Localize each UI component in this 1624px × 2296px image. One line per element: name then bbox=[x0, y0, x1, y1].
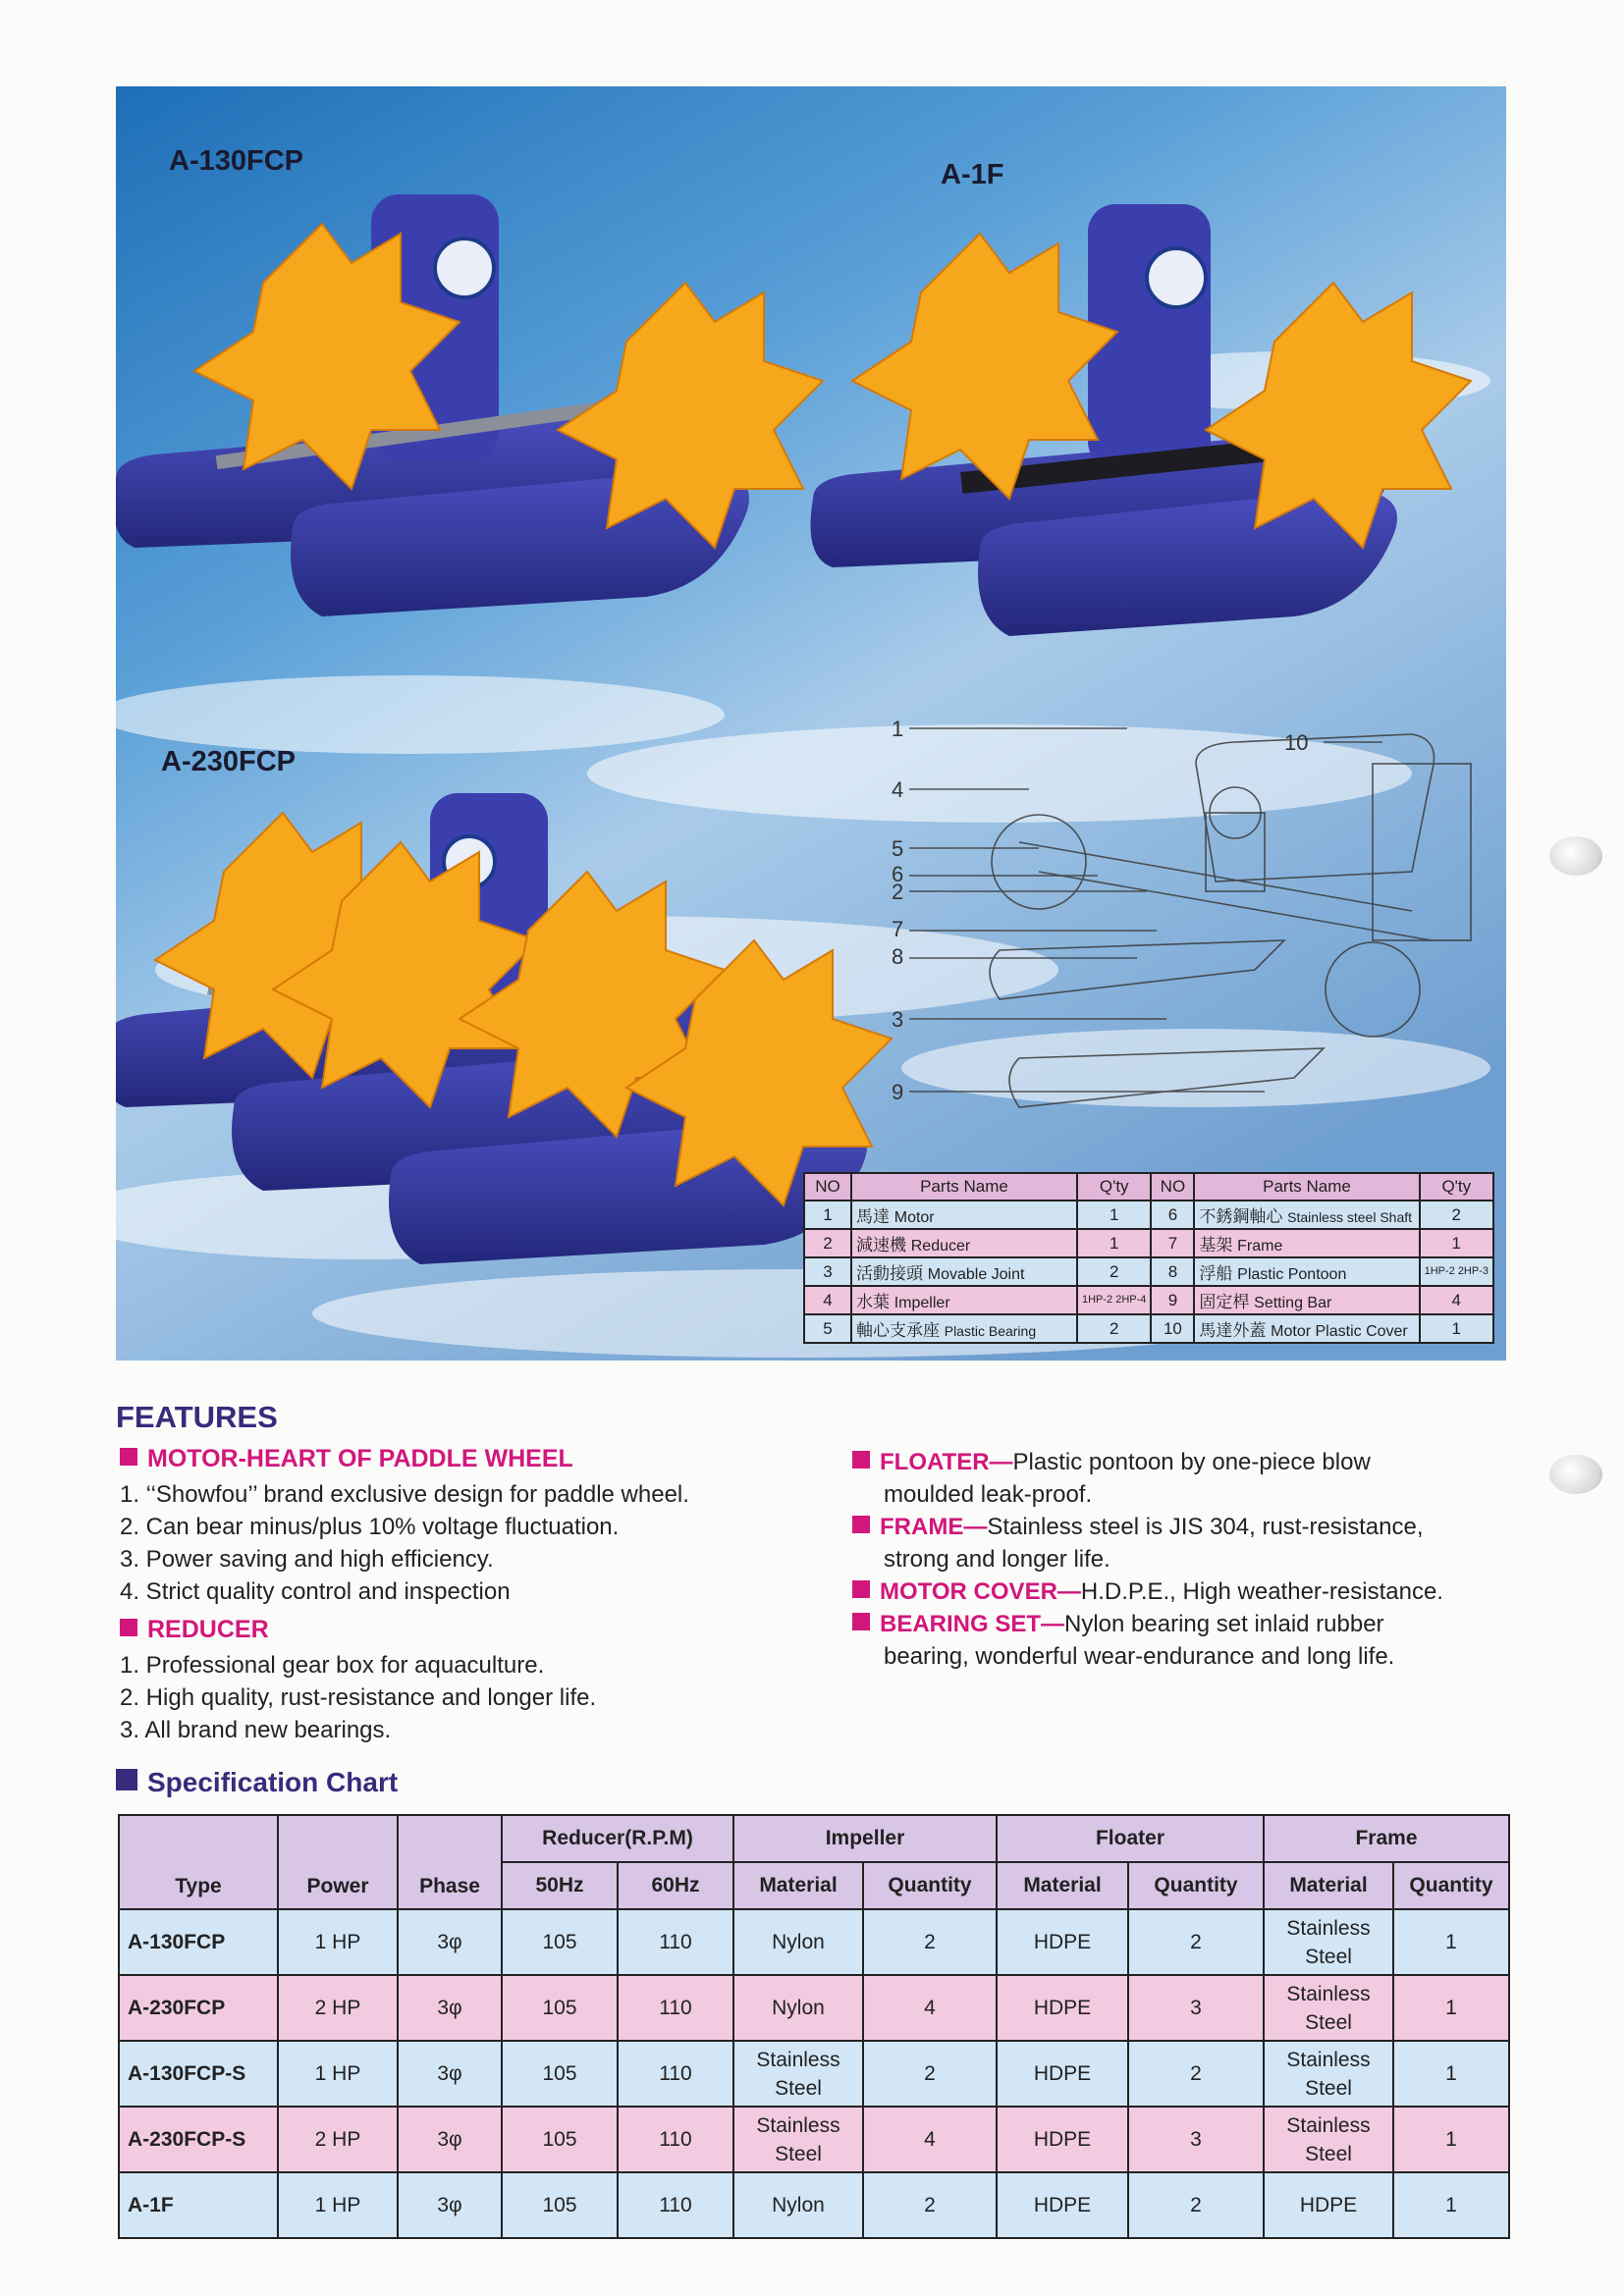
spec-impeller-quantity: 4 bbox=[863, 1975, 997, 2041]
spec-60hz: 110 bbox=[618, 1909, 733, 1975]
spec-subheader: Quantity bbox=[1393, 1862, 1509, 1909]
parts-header: Parts Name bbox=[1194, 1173, 1419, 1201]
cover-feature: MOTOR COVER—H.D.P.E., High weather-resistance. bbox=[852, 1575, 1443, 1608]
spec-header-row bbox=[119, 1815, 1509, 1862]
spec-frame-quantity: 1 bbox=[1393, 2172, 1509, 2238]
spec-power: 1 HP bbox=[278, 1909, 398, 1975]
spec-table bbox=[118, 1814, 1510, 2239]
spec-floater-material: HDPE bbox=[997, 2107, 1128, 2172]
product-photo bbox=[116, 86, 1506, 1361]
spec-impeller-material: Nylon bbox=[733, 2172, 863, 2238]
spec-50hz: 105 bbox=[502, 2041, 618, 2107]
bullet-square-icon bbox=[852, 1613, 870, 1630]
parts-row bbox=[804, 1286, 1493, 1314]
spec-floater-material: HDPE bbox=[997, 2041, 1128, 2107]
bullet-square-icon bbox=[116, 1769, 137, 1790]
binder-hole bbox=[1549, 1455, 1602, 1494]
floater-feature-cont: moulded leak-proof. bbox=[884, 1481, 1093, 1508]
callout-8: 8 bbox=[892, 944, 904, 969]
spec-subheader: 50Hz bbox=[502, 1862, 618, 1909]
spec-frame-quantity: 1 bbox=[1393, 1975, 1509, 2041]
spec-frame-material: Stainless Steel bbox=[1264, 2107, 1393, 2172]
bullet-square-icon bbox=[852, 1451, 870, 1468]
part-name: 馬達 Motor bbox=[851, 1201, 1077, 1229]
part-no: 7 bbox=[1151, 1229, 1194, 1257]
spec-header-type: Type bbox=[119, 1815, 278, 1909]
spec-type: A-230FCP-S bbox=[119, 2107, 278, 2172]
spec-power: 2 HP bbox=[278, 2107, 398, 2172]
part-no: 10 bbox=[1151, 1314, 1194, 1343]
reducer-item: 3. All brand new bearings. bbox=[120, 1717, 392, 1743]
part-qty: 4 bbox=[1420, 1286, 1493, 1314]
spec-floater-material: HDPE bbox=[997, 2172, 1128, 2238]
callout-4: 4 bbox=[892, 777, 904, 802]
part-name: 水葉 Impeller bbox=[851, 1286, 1077, 1314]
callout-5: 5 bbox=[892, 836, 904, 861]
parts-header-row bbox=[804, 1173, 1493, 1201]
spec-header-floater: Floater bbox=[997, 1815, 1264, 1862]
part-name: 浮船 Plastic Pontoon bbox=[1194, 1257, 1419, 1286]
callout-7: 7 bbox=[892, 917, 904, 941]
part-qty: 2 bbox=[1077, 1314, 1151, 1343]
part-qty: 1HP-2 2HP-3 bbox=[1420, 1257, 1493, 1286]
photo-illustration bbox=[116, 86, 1506, 1361]
spec-power: 2 HP bbox=[278, 1975, 398, 2041]
spec-header-phase: Phase bbox=[398, 1815, 502, 1909]
callout-9: 9 bbox=[892, 1080, 904, 1104]
part-no: 5 bbox=[804, 1314, 851, 1343]
spec-header-frame: Frame bbox=[1264, 1815, 1509, 1862]
spec-phase: 3φ bbox=[398, 2041, 502, 2107]
part-no: 6 bbox=[1151, 1201, 1194, 1229]
part-no: 4 bbox=[804, 1286, 851, 1314]
spec-frame-quantity: 1 bbox=[1393, 2107, 1509, 2172]
callout-1: 1 bbox=[892, 717, 904, 741]
spec-60hz: 110 bbox=[618, 2107, 733, 2172]
spec-impeller-quantity: 2 bbox=[863, 2172, 997, 2238]
spec-row bbox=[119, 1975, 1509, 2041]
part-qty: 1 bbox=[1077, 1229, 1151, 1257]
spec-subheader: Quantity bbox=[1128, 1862, 1264, 1909]
bearing-feature: BEARING SET—Nylon bearing set inlaid rubber bbox=[852, 1608, 1384, 1640]
spec-frame-material: Stainless Steel bbox=[1264, 1975, 1393, 2041]
part-name: 固定桿 Setting Bar bbox=[1194, 1286, 1419, 1314]
model-label-a1f: A-1F bbox=[941, 159, 1004, 190]
spec-impeller-material: Nylon bbox=[733, 1909, 863, 1975]
spec-floater-material: HDPE bbox=[997, 1975, 1128, 2041]
parts-row bbox=[804, 1229, 1493, 1257]
spec-subheader: Material bbox=[1264, 1862, 1393, 1909]
motor-item: 2. Can bear minus/plus 10% voltage fluctuation. bbox=[120, 1514, 620, 1540]
spec-header-power: Power bbox=[278, 1815, 398, 1909]
spec-50hz: 105 bbox=[502, 2107, 618, 2172]
parts-header: Parts Name bbox=[851, 1173, 1077, 1201]
spec-frame-material: Stainless Steel bbox=[1264, 1909, 1393, 1975]
part-qty: 2 bbox=[1077, 1257, 1151, 1286]
spec-impeller-material: Nylon bbox=[733, 1975, 863, 2041]
spec-frame-material: HDPE bbox=[1264, 2172, 1393, 2238]
bullet-square-icon bbox=[120, 1619, 137, 1636]
spec-floater-quantity: 2 bbox=[1128, 1909, 1264, 1975]
spec-header-impeller: Impeller bbox=[733, 1815, 997, 1862]
reducer-item: 1. Professional gear box for aquaculture. bbox=[120, 1652, 545, 1679]
spec-impeller-material: Stainless Steel bbox=[733, 2041, 863, 2107]
callout-10: 10 bbox=[1284, 730, 1309, 755]
spec-impeller-quantity: 4 bbox=[863, 2107, 997, 2172]
spec-subheader: Material bbox=[997, 1862, 1128, 1909]
spec-power: 1 HP bbox=[278, 2041, 398, 2107]
parts-row bbox=[804, 1314, 1493, 1343]
part-name: 活動接頭 Movable Joint bbox=[851, 1257, 1077, 1286]
spec-floater-quantity: 2 bbox=[1128, 2041, 1264, 2107]
spec-phase: 3φ bbox=[398, 2172, 502, 2238]
parts-header: Q'ty bbox=[1420, 1173, 1493, 1201]
spec-phase: 3φ bbox=[398, 2107, 502, 2172]
callout-2: 2 bbox=[892, 880, 904, 904]
spec-phase: 3φ bbox=[398, 1975, 502, 2041]
parts-row bbox=[804, 1257, 1493, 1286]
part-qty: 1HP-2 2HP-4 bbox=[1077, 1286, 1151, 1314]
reducer-heading: REDUCER bbox=[120, 1616, 269, 1644]
frame-feature: FRAME—Stainless steel is JIS 304, rust-resistance, bbox=[852, 1511, 1424, 1543]
part-name: 減速機 Reducer bbox=[851, 1229, 1077, 1257]
spec-type: A-130FCP-S bbox=[119, 2041, 278, 2107]
part-no: 3 bbox=[804, 1257, 851, 1286]
spec-60hz: 110 bbox=[618, 2172, 733, 2238]
part-no: 8 bbox=[1151, 1257, 1194, 1286]
part-name: 馬達外蓋 Motor Plastic Cover bbox=[1194, 1314, 1419, 1343]
spec-type: A-1F bbox=[119, 2172, 278, 2238]
spec-impeller-material: Stainless Steel bbox=[733, 2107, 863, 2172]
spec-floater-material: HDPE bbox=[997, 1909, 1128, 1975]
spec-power: 1 HP bbox=[278, 2172, 398, 2238]
spec-chart-title: Specification Chart bbox=[116, 1767, 398, 1798]
part-no: 1 bbox=[804, 1201, 851, 1229]
motor-heading: MOTOR-HEART OF PADDLE WHEEL bbox=[120, 1445, 573, 1473]
part-name: 不銹鋼軸心 Stainless steel Shaft bbox=[1194, 1201, 1419, 1229]
parts-header: NO bbox=[804, 1173, 851, 1201]
parts-header: Q'ty bbox=[1077, 1173, 1151, 1201]
parts-table bbox=[803, 1172, 1494, 1344]
bearing-feature-cont: bearing, wonderful wear-endurance and long life. bbox=[884, 1643, 1395, 1670]
callout-6: 6 bbox=[892, 862, 904, 886]
motor-item: 1. ‘‘Showfou’’ brand exclusive design for paddle wheel. bbox=[120, 1481, 689, 1508]
model-label-a230fcp: A-230FCP bbox=[161, 746, 296, 777]
frame-feature-cont: strong and longer life. bbox=[884, 1546, 1110, 1573]
part-qty: 1 bbox=[1077, 1201, 1151, 1229]
binder-hole bbox=[1549, 836, 1602, 876]
part-no: 2 bbox=[804, 1229, 851, 1257]
bullet-square-icon bbox=[852, 1580, 870, 1598]
spec-phase: 3φ bbox=[398, 1909, 502, 1975]
spec-subheader: Material bbox=[733, 1862, 863, 1909]
spec-floater-quantity: 3 bbox=[1128, 2107, 1264, 2172]
spec-60hz: 110 bbox=[618, 1975, 733, 2041]
part-qty: 1 bbox=[1420, 1229, 1493, 1257]
reducer-item: 2. High quality, rust-resistance and longer life. bbox=[120, 1684, 597, 1711]
spec-subheader: 60Hz bbox=[618, 1862, 733, 1909]
callout-3: 3 bbox=[892, 1007, 904, 1032]
spec-impeller-quantity: 2 bbox=[863, 2041, 997, 2107]
parts-header: NO bbox=[1151, 1173, 1194, 1201]
spec-50hz: 105 bbox=[502, 2172, 618, 2238]
bullet-square-icon bbox=[852, 1516, 870, 1533]
floater-feature: FLOATER—Plastic pontoon by one-piece blow bbox=[852, 1446, 1371, 1478]
spec-frame-quantity: 1 bbox=[1393, 1909, 1509, 1975]
spec-row bbox=[119, 2107, 1509, 2172]
spec-row bbox=[119, 2172, 1509, 2238]
spec-floater-quantity: 3 bbox=[1128, 1975, 1264, 2041]
model-label-a130fcp: A-130FCP bbox=[169, 145, 303, 177]
spec-50hz: 105 bbox=[502, 1909, 618, 1975]
spec-frame-material: Stainless Steel bbox=[1264, 2041, 1393, 2107]
spec-60hz: 110 bbox=[618, 2041, 733, 2107]
spec-header-reducer: Reducer(R.P.M) bbox=[502, 1815, 733, 1862]
bullet-square-icon bbox=[120, 1448, 137, 1466]
part-no: 9 bbox=[1151, 1286, 1194, 1314]
spec-50hz: 105 bbox=[502, 1975, 618, 2041]
spec-subheader: Quantity bbox=[863, 1862, 997, 1909]
part-name: 軸心支承座 Plastic Bearing bbox=[851, 1314, 1077, 1343]
part-qty: 2 bbox=[1420, 1201, 1493, 1229]
parts-row bbox=[804, 1201, 1493, 1229]
part-qty: 1 bbox=[1420, 1314, 1493, 1343]
spec-row bbox=[119, 2041, 1509, 2107]
spec-impeller-quantity: 2 bbox=[863, 1909, 997, 1975]
motor-item: 4. Strict quality control and inspection bbox=[120, 1578, 511, 1605]
spec-floater-quantity: 2 bbox=[1128, 2172, 1264, 2238]
part-name: 基架 Frame bbox=[1194, 1229, 1419, 1257]
spec-frame-quantity: 1 bbox=[1393, 2041, 1509, 2107]
motor-item: 3. Power saving and high efficiency. bbox=[120, 1546, 494, 1573]
spec-type: A-230FCP bbox=[119, 1975, 278, 2041]
features-title: FEATURES bbox=[116, 1400, 278, 1434]
spec-type: A-130FCP bbox=[119, 1909, 278, 1975]
spec-row bbox=[119, 1909, 1509, 1975]
